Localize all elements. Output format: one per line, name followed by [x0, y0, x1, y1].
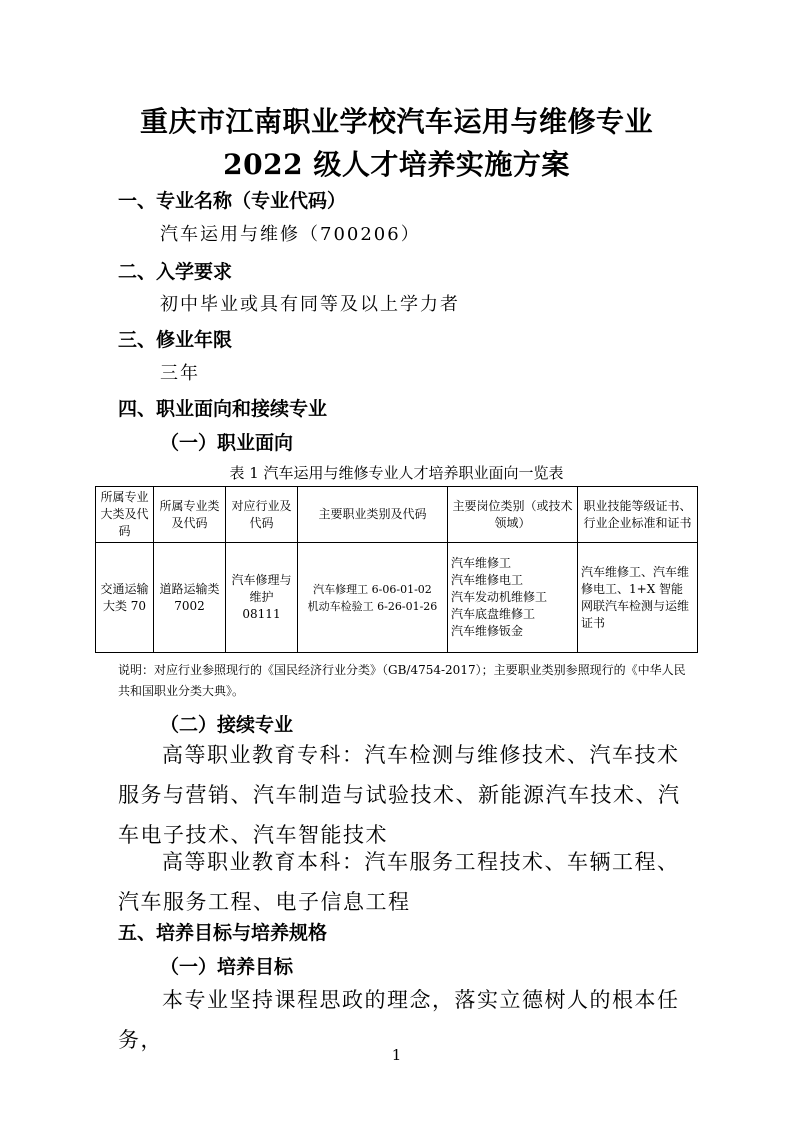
section-5-paragraph-1: 本专业坚持课程思政的理念，落实立德树人的根本任务，: [118, 988, 680, 1052]
section-3-text: 三年: [160, 363, 200, 384]
table-cell: [298, 543, 448, 653]
table-caption: 表 1 汽车运用与维修专业人才培养职业面向一览表: [229, 464, 564, 482]
table-row: [96, 543, 698, 653]
table-header-cell: 所属专业大类及代码: [96, 487, 154, 543]
table-cell-line: 汽车维修钣金: [451, 624, 524, 638]
table-cell-line: 汽车维修电工: [451, 573, 524, 587]
section-1-heading: 一、专业名称（专业代码）: [118, 190, 347, 212]
table-header-cell: 对应行业及代码: [226, 487, 298, 543]
table-cell-line: 机动车检验工 6-26-01-26: [307, 599, 438, 613]
table-cell: [448, 543, 578, 653]
section-2-heading: 二、入学要求: [118, 261, 233, 283]
document-title-line1: 重庆市江南职业学校汽车运用与维修专业: [139, 105, 653, 138]
section-2-text: 初中毕业或具有同等及以上学力者: [160, 294, 460, 315]
table-header-cell: 主要岗位类别（或技术领域）: [448, 487, 578, 543]
table-note: 说明：对应行业参照现行的《国民经济行业分类》（GB/4754-2017）；主要职业类别参照现行的《中华人民共和国职业分类大典》。: [118, 663, 686, 698]
table-header-cell: 所属专业类及代码: [154, 487, 226, 543]
career-orientation-table: [95, 486, 698, 653]
table-header-cell: 职业技能等级证书、行业企业标准和证书: [578, 487, 698, 543]
section-5-subheading-1: （一）培养目标: [160, 956, 294, 978]
section-4-heading: 四、职业面向和接续专业: [118, 398, 328, 420]
table-cell-line: 汽车修理工 6-06-01-02: [313, 582, 432, 596]
table-cell-line: 汽车发动机维修工: [451, 590, 548, 604]
table-header-row: [96, 487, 698, 543]
document-title-line2: 2022 级人才培养实施方案: [223, 148, 570, 181]
section-4-paragraph-2: 高等职业教育本科：汽车服务工程技术、车辆工程、汽车服务工程、电子信息工程: [118, 850, 680, 914]
section-1-text: 汽车运用与维修（700206）: [160, 224, 421, 245]
table-cell: 汽车维修工、汽车维修电工、1+X 智能网联汽车检测与运维证书: [578, 543, 698, 653]
table-cell: 汽车修理与维护 08111: [226, 543, 298, 653]
page-number: 1: [391, 1046, 402, 1064]
table-header-cell: 主要职业类别及代码: [298, 487, 448, 543]
table-cell-line: 汽车维修工: [451, 556, 512, 570]
section-5-heading: 五、培养目标与培养规格: [118, 922, 328, 944]
section-4-subheading-1: （一）职业面向: [160, 432, 294, 454]
section-4-subheading-2: （二）接续专业: [160, 714, 294, 736]
table-cell-line: 汽车底盘维修工: [451, 607, 536, 621]
table-cell: 交通运输大类 70: [96, 543, 154, 653]
section-4-paragraph-1: 高等职业教育专科：汽车检测与维修技术、汽车技术服务与营销、汽车制造与试验技术、新能源汽车技术、汽车电子技术、汽车智能技术: [118, 743, 681, 847]
section-3-heading: 三、修业年限: [118, 329, 233, 351]
table-cell: 道路运输类 7002: [154, 543, 226, 653]
